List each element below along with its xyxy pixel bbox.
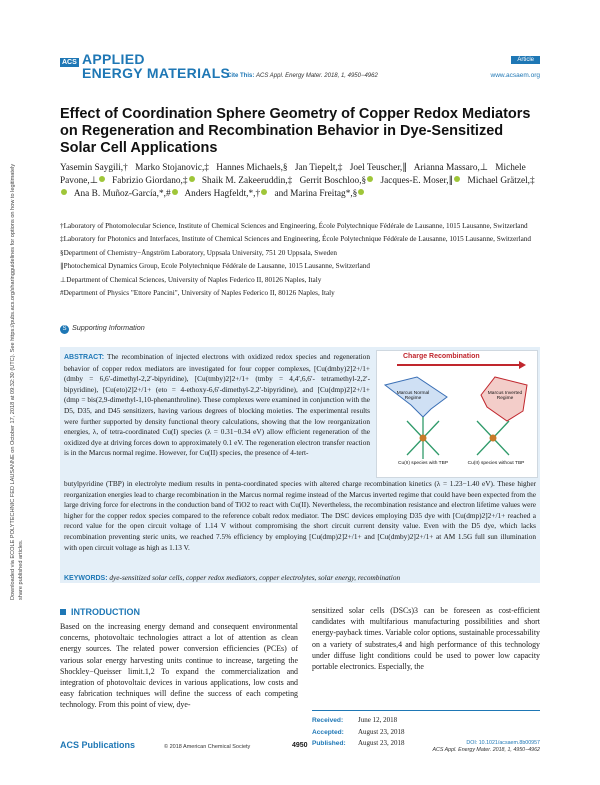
author[interactable]: Fabrizio Giordano,‡ bbox=[112, 176, 194, 186]
supporting-info-icon: S bbox=[60, 325, 69, 334]
journal-name-line1: APPLIED bbox=[82, 51, 145, 67]
received-date: June 12, 2018 bbox=[358, 716, 398, 724]
journal-header bbox=[60, 50, 540, 80]
cite-label: Cite This: bbox=[227, 73, 255, 79]
author[interactable]: Joel Teuscher,∥ bbox=[349, 163, 407, 173]
author[interactable]: Hannes Michaels,§ bbox=[216, 163, 288, 173]
intro-column-left: Based on the increasing energy demand and consequent environmental concerns, photovoltaic technologies attract a lot of attention as clean energy sources. The related power conversion efficiencies (PCEs) of various solar energy harvesting units continue to increase, targeting the Shockley−Queisser limit.1,2 To expand the commercialization and integration of photovoltaic devices in various applications, low costs and easy fabrication techniques will define the success of each competing technology. From this point of view, dye- bbox=[60, 622, 298, 710]
keywords bbox=[64, 573, 536, 582]
orcid-icon[interactable] bbox=[358, 189, 364, 195]
orcid-icon[interactable] bbox=[261, 189, 267, 195]
arrowhead-icon bbox=[519, 361, 526, 369]
toc-title: Charge Recombination bbox=[403, 353, 480, 360]
affiliation: †Laboratory of Photomolecular Science, Institute of Chemical Sciences and Engineering, École Polytechnique Fédérale de Lausanne, 1015 Lausanne, Switzerland bbox=[60, 222, 528, 230]
publication-dates: Received: June 12, 2018 Accepted: August 23, 2018 Published: August 23, 2018 bbox=[312, 710, 540, 750]
accepted-date: August 23, 2018 bbox=[358, 727, 405, 736]
download-watermark: Downloaded via ECOLE POLYTECHNIC FED LAUSANNE on October 17, 2018 at 09:32:30 (UTC). See https://pubs.acs.org/sharingguidelines for options on how to legitimately share published articles. bbox=[10, 163, 24, 600]
section-square-icon bbox=[60, 609, 66, 615]
journal-name-line2: ENERGY MATERIALS bbox=[82, 65, 231, 81]
affiliation: ‡Laboratory for Photonics and Interfaces, Institute of Chemical Sciences and Engineering, École Polytechnique Fédérale de Lausanne, 1015 Lausanne, Switzerland bbox=[60, 235, 532, 244]
affiliation: ⊥Department of Chemical Sciences, University of Naples Federico II, 80126 Naples, Italy bbox=[60, 275, 322, 284]
author[interactable]: Yasemin Saygili,† bbox=[60, 163, 128, 173]
copyright: © 2018 American Chemical Society bbox=[164, 744, 251, 750]
affiliation: §Department of Chemistry−Ångström Laboratory, Uppsala University, 751 20 Uppsala, Sweden bbox=[60, 248, 337, 257]
abstract-text-continued: butylpyridine (TBP) in electrolyte medium results in penta-coordinated species with altered charge recombination kinetics (λ = 1.23−1.40 eV). These higher reorganization energies lead to charge recombination in the Marcus normal regime instead of the Marcus inverted regime that could have been expected from the large driving force for electrons in the conduction band of TiO2 to react with Cu(II). Nevertheless, the recombination resistance and electron lifetime values were higher for the copper redox species compared to the reference cobalt redox mediator. The DSC devices employing D35 dye with [Cu(dmp)2]2+/1+ reached a record value for the open circuit voltage of 1.14 V without compromising the short circuit current density value. Even with the D5 dye, which lacks recombination preventing steric units, we reached 7.5% efficiency by employing [Cu(dmp)2]2+/1+ and [Cu(dmby)2]2+/1+ at AM 1.5G full sun illumination with open circuit voltage as high as 1.13 V. bbox=[64, 479, 536, 552]
affiliations bbox=[60, 221, 540, 301]
author[interactable]: Jacques-E. Moser,∥ bbox=[381, 176, 461, 186]
journal-reference: ACS Appl. Energy Mater. 2018, 1, 4950−4962 bbox=[432, 747, 540, 753]
toc-diagram bbox=[377, 351, 537, 477]
acs-publications-logo[interactable]: ACS Publications bbox=[60, 740, 136, 750]
author[interactable]: Marko Stojanovic,‡ bbox=[135, 163, 209, 173]
abstract-label: ABSTRACT: bbox=[64, 354, 105, 361]
author[interactable]: Gerrit Boschloo,§ bbox=[300, 176, 374, 186]
author-list bbox=[60, 162, 540, 201]
author[interactable]: and Marina Freitag*,§ bbox=[274, 189, 364, 199]
article-type-badge: Article bbox=[511, 56, 540, 64]
toc-right-caption: Cu(II) species without TBP bbox=[467, 461, 525, 466]
page-number: 4950 bbox=[292, 742, 308, 749]
doi-link[interactable]: DOI: 10.1021/acsaem.8b00957 bbox=[466, 740, 540, 746]
cite-this[interactable] bbox=[227, 73, 378, 79]
orcid-icon[interactable] bbox=[172, 189, 178, 195]
journal-website-link[interactable]: www.acsaem.org bbox=[490, 72, 540, 79]
toc-right-arrow-label: Marcus Inverted Regime bbox=[487, 391, 523, 401]
right-molecule bbox=[477, 421, 509, 455]
orcid-icon[interactable] bbox=[61, 189, 67, 195]
section-heading-introduction: INTRODUCTION bbox=[60, 607, 140, 617]
left-molecule bbox=[407, 417, 439, 459]
author[interactable]: Ana B. Muñoz-García,*,# bbox=[74, 189, 178, 199]
published-date: August 23, 2018 bbox=[358, 739, 405, 747]
toc-left-caption: Cu(II) species with TBP bbox=[397, 461, 449, 466]
supporting-info-link[interactable]: S Supporting Information bbox=[60, 323, 145, 334]
affiliation: ∥Photochemical Dynamics Group, Ecole Polytechnique Fédérale de Lausanne, 1015 Lausanne, Switzerland bbox=[60, 262, 370, 271]
author[interactable]: Anders Hagfeldt,*,† bbox=[184, 189, 267, 199]
author[interactable]: Michele Pavone,⊥ bbox=[60, 163, 526, 186]
orcid-icon[interactable] bbox=[367, 176, 373, 182]
cite-text: ACS Appl. Energy Mater. 2018, 1, 4950−4962 bbox=[256, 73, 378, 79]
intro-column-right: sensitized solar cells (DSCs)3 can be foreseen as cost-efficient candidates with multifarious manufacturing possibilities and short energy-payback times. Variable color options, sustainable processability on a variety of substrates,4 and high performance of this technology under diffuse light conditions could be used to power low capacity portable electronics. Especially, the bbox=[312, 606, 540, 672]
toc-graphic bbox=[376, 350, 538, 478]
author[interactable]: Michael Grätzel,‡ bbox=[60, 176, 535, 199]
toc-left-arrow-label: Marcus Normal Regime bbox=[396, 391, 430, 401]
author[interactable]: Arianna Massaro,⊥ bbox=[413, 163, 488, 173]
acs-logo: ACS bbox=[62, 59, 77, 66]
orcid-icon[interactable] bbox=[99, 176, 105, 182]
affiliation: #Department of Physics "Ettore Pancini", University of Naples Federico II, 80126 Naples, Italy bbox=[60, 289, 335, 298]
author[interactable]: Jan Tiepelt,‡ bbox=[294, 163, 343, 173]
abstract-text: ABSTRACT: The recombination of injected electrons with oxidized redox species and regeneration behavior of copper redox mediators are investigated for four copper complexes, [Cu(dmby)2]2+/1+ (dmby = 6,6′-dimethyl-2,2′-bipyridine), [Cu(tmby)2]2+/1+ (tmby = 4,4′,6,6′- tetramethyl-2,2′-bipyridine), [Cu(eto)2]2+/1+ (eto = 4-ethoxy-6,6′-dimethyl-2,2′-bipyridine), and [Cu(dmp)2]2+/1+ (dmp = bis(2,9-dimethyl-1,10-phenanthroline). These complexes were examined in conjunction with the D5, D35, and D45 sensitizers, having various degrees of blocking moieties. The experimental results were further supported by density functional theory calculations, showing that the low reorganization energies, λ, of tetra-coordinated Cu(I) species (λ = 0.31−0.34 eV) allow efficient regeneration of the oxidized dye at driving forces down to approximately 0.1 eV. The regeneration electron transfer reaction is in the Marcus normal regime. However, for Cu(II) species, the presence of 4-tert- bbox=[64, 352, 370, 458]
keywords-text: dye-sensitized solar cells, copper redox mediators, copper electrolytes, solar energy, recombination bbox=[109, 573, 401, 582]
author[interactable]: Shaik M. Zakeeruddin,‡ bbox=[201, 176, 293, 186]
page-footer bbox=[60, 738, 540, 758]
orcid-icon[interactable] bbox=[454, 176, 460, 182]
doi-info bbox=[432, 740, 540, 754]
keywords-label: KEYWORDS: bbox=[64, 575, 108, 582]
paper-title: Effect of Coordination Sphere Geometry of Copper Redox Mediators on Regeneration and Recombination Behavior in Dye-Sensitized Solar Cell Applications bbox=[60, 106, 531, 156]
orcid-icon[interactable] bbox=[189, 176, 195, 182]
